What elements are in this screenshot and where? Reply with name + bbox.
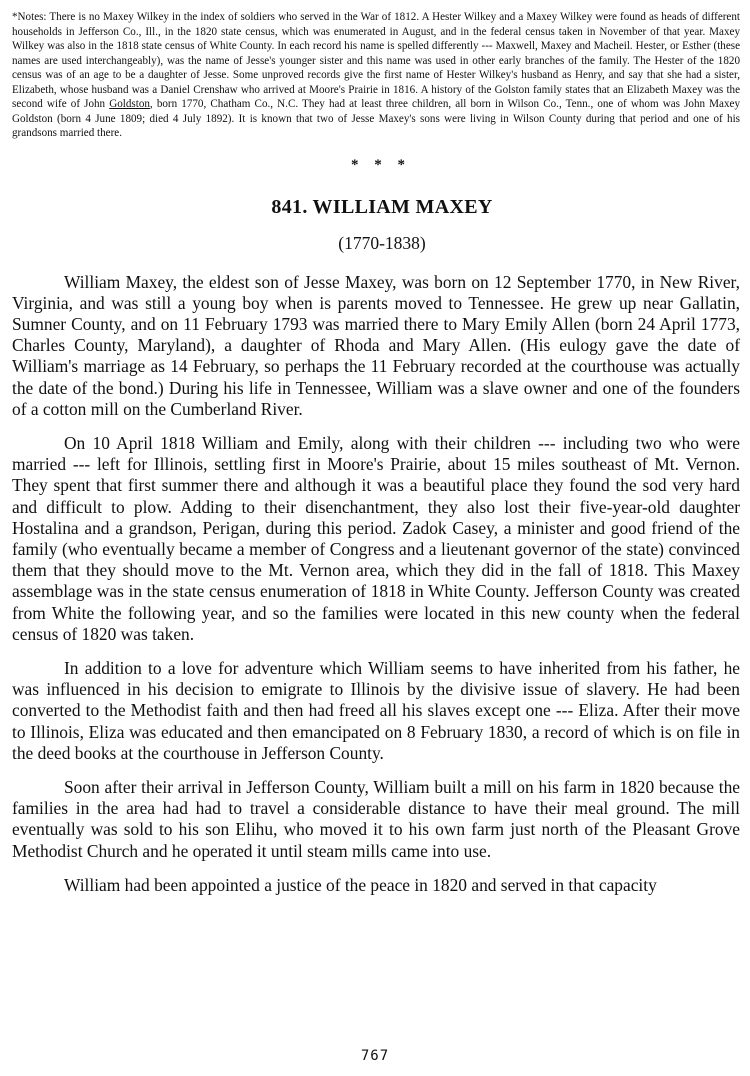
body-paragraph: In addition to a love for adventure which William seems to have inherited from his father, he was influenced in his decision to emigrate to Illinois by the divisive issue of slavery. He had been converted to the Methodist faith and then had freed all his slaves except one --- Eliza. After their move to Illinois, Eliza was educated and then emancipated on 8 February 1830, a record of which is on file in the deed books at the courthouse in Jefferson County. [12, 657, 740, 763]
document-page [12, 10, 740, 909]
page-number: 767 [360, 1048, 390, 1064]
footnote-block [12, 10, 740, 141]
body-paragraph: William had been appointed a justice of the peace in 1820 and served in that capacity [64, 874, 657, 895]
footnote-text-start: *Notes: There is no Maxey Wilkey in the index of soldiers who served in the War of 1812. A Hester Wilkey and a Maxey Wilkey were found as heads of different households in Jefferson Co., Ill., in the 1820 state census, which was enumerated in August, and in the federal census taken in November of that year. Maxey Wilkey was also in the 1818 state census of White County. In each record his name is spelled differently --- Maxwell, Maxey and Macheil. Hester, or Esther (these names are used interchangeably), was the name of Jesse's younger sister and this name was used in other early branches of the family. The Hester of the 1820 census was of an age to be a daughter of Jesse. Some unproved records give the first name of Hester Wilkey's husband as Henry, and say that she had a sister, Elizabeth, whose husband was a Daniel Crenshaw who arrived at Moore's Prairie in 1816. A history of the Golston family states that an Elizabeth Maxey was the second wife of John [12, 11, 740, 110]
section-separator: * * * [351, 156, 411, 173]
section-dates: (1770-1838) [338, 232, 426, 253]
body-paragraph: William Maxey, the eldest son of Jesse Maxey, was born on 12 September 1770, in New River, Virginia, and was still a young boy when is parents moved to Tennessee. He grew up near Gallatin, Sumner County, and on 11 February 1793 was married there to Mary Emily Allen (born 24 April 1773, Charles County, Maryland), a daughter of Rhoda and Mary Allen. (His eulogy gave the date of William's marriage as 14 February, so perhaps the 11 February recorded at the courthouse was actually the date of the bond.) During his life in Tennessee, William was a slave owner and one of the founders of a cotton mill on the Cumberland River. [12, 271, 740, 419]
section-title: 841. WILLIAM MAXEY [271, 195, 493, 218]
footnote-underlined-name: Goldston [109, 98, 150, 110]
body-paragraph: Soon after their arrival in Jefferson County, William built a mill on his farm in 1820 because the families in the area had had to travel a considerable distance to have their meal ground. The mill eventually was sold to his son Elihu, who moved it to his own farm just north of the Pleasant Grove Methodist Church and he operated it until steam mills came into use. [12, 776, 740, 861]
body-paragraph: On 10 April 1818 William and Emily, along with their children --- including two who were married --- left for Illinois, settling first in Moore's Prairie, about 15 miles southeast of Mt. Vernon. They spent that first summer there and although it was a beautiful place they found the sod very hard and difficult to plow. Adding to their disenchantment, they also lost their five-year-old daughter Hostalina and a grandson, Perigan, during this period. Zadok Casey, a minister and good friend of the family (who eventually became a member of Congress and a lieutenant governor of the state) convinced them that they should move to the Mt. Vernon area, which they did in the fall of 1818. This Maxey assemblage was in the state census enumeration of 1818 in White County. Jefferson County was created from White the following year, and so the families were located in this new county when the federal census of 1820 was taken. [12, 432, 740, 644]
footnote-text-end: , born 1770, Chatham Co., N.C. They had at least three children, all born in Wilson Co., Tenn., one of whom was John Maxey Goldston (born 4 June 1809; died 4 July 1892). It is known that two of Jesse Maxey's sons were living in Wilson County during that period and one of his grandsons married there. [12, 98, 740, 139]
body-text [12, 272, 740, 896]
